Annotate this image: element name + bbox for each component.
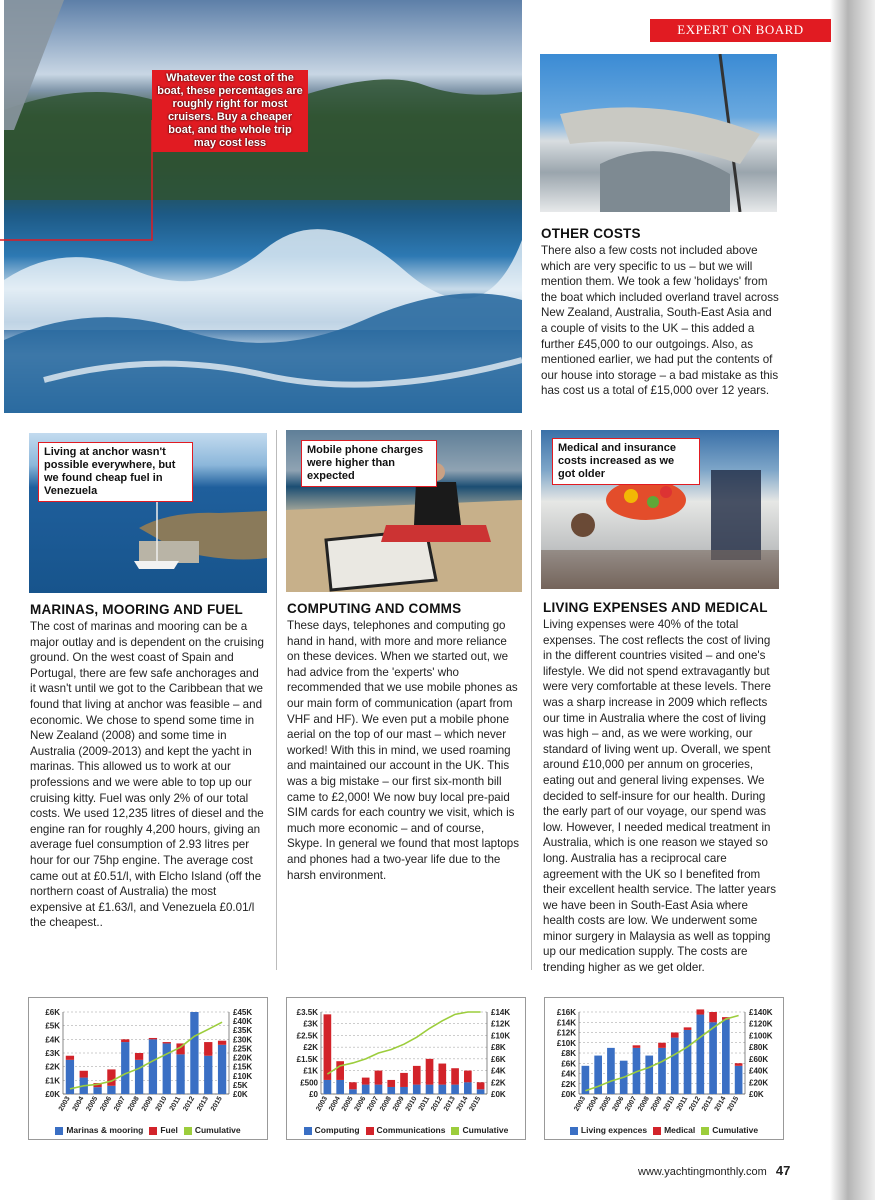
bar-computing	[426, 1085, 434, 1094]
bar-living-expences	[671, 1038, 679, 1094]
legend-item: Fuel	[149, 1125, 177, 1135]
y-tick-label: £1K	[303, 1066, 318, 1076]
x-tick-label: 2003	[57, 1095, 72, 1113]
boat-sketch	[540, 54, 777, 212]
y2-tick-label: £10K	[491, 1031, 511, 1041]
bar-computing	[375, 1085, 383, 1094]
x-tick-label: 2005	[340, 1095, 355, 1113]
y-tick-label: £5K	[45, 1021, 60, 1031]
bar-communications	[375, 1071, 383, 1085]
y-tick-label: £4K	[561, 1069, 576, 1079]
bar-living-expences	[658, 1048, 666, 1094]
y2-tick-label: £20K	[749, 1078, 769, 1088]
bar-marinas-mooring	[190, 1012, 198, 1094]
x-tick-label: 2012	[688, 1095, 703, 1113]
x-tick-label: 2003	[315, 1095, 330, 1113]
other-costs-photo	[540, 54, 777, 212]
bar-fuel	[163, 1042, 171, 1043]
bar-marinas-mooring	[176, 1054, 184, 1094]
y-tick-label: £3K	[45, 1049, 60, 1058]
y-tick-label: £16K	[556, 1008, 576, 1017]
y-tick-label: £0	[309, 1090, 318, 1099]
y2-tick-label: £0K	[749, 1090, 764, 1099]
bar-marinas-mooring	[204, 1056, 212, 1094]
bar-fuel	[121, 1039, 129, 1042]
section-tag: EXPERT ON BOARD	[650, 19, 831, 42]
y2-tick-label: £25K	[233, 1044, 253, 1054]
bar-marinas-mooring	[135, 1060, 143, 1094]
bar-computing	[387, 1087, 395, 1094]
y-tick-label: £1K	[45, 1076, 60, 1086]
bar-medical	[671, 1033, 679, 1038]
x-tick-label: 2013	[442, 1095, 457, 1113]
y-tick-label: £4K	[45, 1035, 60, 1045]
chart-computing-plot	[287, 998, 525, 1120]
bar-computing	[477, 1089, 485, 1094]
line-cumulative	[327, 1012, 480, 1074]
chart-living-plot	[545, 998, 783, 1120]
bar-communications	[464, 1071, 472, 1083]
y2-tick-label: £0K	[491, 1090, 506, 1099]
y-tick-label: £0K	[45, 1090, 60, 1099]
x-tick-label: 2011	[168, 1095, 183, 1113]
y-tick-label: £2K	[561, 1079, 576, 1089]
bar-living-expences	[722, 1020, 730, 1094]
y-tick-label: £10K	[556, 1038, 576, 1048]
y2-tick-label: £80K	[749, 1043, 769, 1053]
y2-tick-label: £0K	[233, 1090, 248, 1099]
caption-living: Medical and insurance costs increased as we got older	[552, 438, 700, 485]
bar-communications	[451, 1068, 459, 1084]
x-tick-label: 2008	[637, 1095, 651, 1113]
x-tick-label: 2004	[71, 1095, 86, 1113]
chart-marinas	[28, 997, 268, 1140]
bar-medical	[684, 1027, 692, 1030]
legend-item: Cumulative	[451, 1125, 508, 1135]
legend-item: Marinas & mooring	[55, 1125, 143, 1135]
y-tick-label: £0K	[561, 1090, 576, 1099]
x-tick-label: 2005	[598, 1095, 613, 1113]
x-tick-label: 2010	[404, 1095, 419, 1113]
chart-marinas-plot	[29, 998, 267, 1120]
chart-legend	[545, 1125, 783, 1135]
hero-caption: Whatever the cost of the boat, these percentages are roughly right for most cruisers. Buy a cheaper boat, and the whole trip may cost less	[152, 70, 308, 152]
x-tick-label: 2014	[713, 1095, 728, 1113]
bar-computing	[362, 1085, 370, 1094]
y2-tick-label: £60K	[749, 1054, 769, 1064]
bar-fuel	[107, 1069, 115, 1085]
page-number: 47	[775, 1163, 791, 1178]
column-divider	[531, 430, 532, 970]
bar-living-expences	[709, 1022, 717, 1094]
bar-living-expences	[696, 1015, 704, 1094]
chart-living	[544, 997, 784, 1140]
x-tick-label: 2013	[700, 1095, 715, 1113]
y2-tick-label: £35K	[233, 1026, 253, 1036]
legend-item: Medical	[653, 1125, 695, 1135]
bar-computing	[413, 1085, 421, 1094]
y2-tick-label: £120K	[749, 1019, 773, 1029]
bar-communications	[362, 1078, 370, 1085]
y2-tick-label: £4K	[491, 1066, 506, 1076]
column-divider	[276, 430, 277, 970]
y2-tick-label: £5K	[233, 1080, 248, 1090]
x-tick-label: 2009	[649, 1095, 664, 1113]
x-tick-label: 2007	[113, 1095, 127, 1113]
y-tick-label: £14K	[556, 1018, 576, 1028]
bar-communications	[387, 1080, 395, 1087]
bar-living-expences	[645, 1056, 653, 1094]
bar-marinas-mooring	[93, 1087, 101, 1094]
x-tick-label: 2005	[85, 1095, 100, 1113]
y-tick-label: £3K	[303, 1019, 318, 1029]
x-tick-label: 2007	[624, 1095, 639, 1113]
legend-item: Computing	[304, 1125, 360, 1135]
y2-tick-label: £20K	[233, 1053, 253, 1063]
bar-fuel	[80, 1071, 88, 1078]
bar-living-expences	[684, 1030, 692, 1094]
bar-marinas-mooring	[218, 1045, 226, 1094]
x-tick-label: 2003	[573, 1095, 588, 1113]
chart-legend	[287, 1125, 525, 1135]
y-tick-label: £2.5K	[296, 1031, 318, 1041]
x-tick-label: 2015	[468, 1095, 483, 1113]
y2-tick-label: £40K	[749, 1066, 769, 1076]
bar-communications	[438, 1064, 446, 1085]
page-edge	[830, 0, 875, 1200]
y2-tick-label: £15K	[233, 1062, 253, 1072]
y-tick-label: £2K	[45, 1062, 60, 1072]
x-tick-label: 2011	[675, 1095, 690, 1113]
bar-communications	[400, 1073, 408, 1087]
bar-computing	[464, 1082, 472, 1094]
legend-item: Cumulative	[184, 1125, 241, 1135]
bar-marinas-mooring	[149, 1039, 157, 1094]
bar-fuel	[204, 1042, 212, 1056]
y-tick-label: £3.5K	[296, 1008, 318, 1017]
caption-marinas: Living at anchor wasn't possible everywhere, but we found cheap fuel in Venezuela	[38, 442, 193, 502]
bar-living-expences	[735, 1066, 743, 1094]
bar-marinas-mooring	[107, 1086, 115, 1094]
y2-tick-label: £14K	[491, 1008, 511, 1017]
y2-tick-label: £140K	[749, 1008, 773, 1017]
bar-living-expences	[594, 1056, 602, 1094]
x-tick-label: 2006	[611, 1095, 626, 1113]
footer	[638, 1163, 790, 1178]
x-tick-label: 2012	[182, 1095, 197, 1113]
computing-heading: COMPUTING AND COMMS	[287, 601, 462, 616]
bar-medical	[696, 1009, 704, 1014]
chart-legend	[29, 1125, 267, 1135]
marinas-heading: MARINAS, MOORING AND FUEL	[30, 602, 243, 617]
y2-tick-label: £12K	[491, 1019, 511, 1029]
x-tick-label: 2010	[662, 1095, 677, 1113]
x-tick-label: 2007	[366, 1095, 381, 1113]
bar-computing	[324, 1080, 332, 1094]
y-tick-label: £500	[300, 1078, 318, 1088]
bar-medical	[735, 1063, 743, 1066]
y-tick-label: £12K	[556, 1028, 576, 1038]
x-tick-label: 2011	[417, 1095, 432, 1113]
marinas-text: The cost of marinas and mooring can be a major outlay and is dependent on the cruising ground. On the west coast of Spain and Portugal, there are few safe anchorages and it wasn't until we got to the Caribbean that we found that living at anchor was feasible – and economic. We chose to spend some time in New Zealand (2008) and some time in Australia (2009-2013) and kept the yacht in marinas. This allowed us to work at our professions and we were able to top up our cruising kitty. Fuel was only 2% of our total costs. We used 12,235 litres of diesel and the engine ran for roughly 4,200 hours, giving an average fuel consumption of 2.93 litres per hour for our 75hp engine. The average cost came out at £0.51/l, with Elcho Island (off the northern coast of Australia) the most expensive at £1.63/l, and Venezuela £0.01/l the cheapest..	[30, 620, 264, 930]
footer-url: www.yachtingmonthly.com	[638, 1166, 767, 1178]
legend-item: Cumulative	[701, 1125, 758, 1135]
bar-communications	[324, 1014, 332, 1080]
bar-marinas-mooring	[163, 1043, 171, 1094]
bar-communications	[349, 1082, 357, 1089]
y-tick-label: £1.5K	[296, 1054, 318, 1064]
y-tick-label: £2K	[303, 1043, 318, 1053]
bar-communications	[413, 1066, 421, 1085]
bar-computing	[336, 1080, 344, 1094]
bar-communications	[477, 1082, 485, 1089]
bar-living-expences	[607, 1048, 615, 1094]
y-tick-label: £8K	[561, 1049, 576, 1058]
x-tick-label: 2013	[196, 1095, 210, 1113]
other-costs-heading: OTHER COSTS	[541, 226, 641, 241]
x-tick-label: 2014	[455, 1095, 470, 1113]
x-tick-label: 2006	[99, 1095, 114, 1113]
bar-medical	[658, 1043, 666, 1048]
legend-item: Living expences	[570, 1125, 647, 1135]
y2-tick-label: £30K	[233, 1035, 253, 1045]
bar-medical	[709, 1012, 717, 1022]
bar-marinas-mooring	[121, 1042, 129, 1094]
bar-communications	[426, 1059, 434, 1085]
bar-fuel	[218, 1041, 226, 1045]
bar-computing	[349, 1089, 357, 1094]
computing-text: These days, telephones and computing go hand in hand, with more and more reliance on these devices. When we started out, we had advice from the 'experts' who recommended that we use mobile phones as our main form of communication (apart from VHF and HF). We even put a mobile phone aerial on the top of our mast – which never worked! With this in mind, we used roaming and maintained our account in the UK. This was a big mistake – our first six-month bill came to £2,000! We now buy local pre-paid SIM cards for each country we visit, which is much more economic – and of course, Skype. In general we found that most laptops and phones had a two-year life due to the harsh environment.	[287, 619, 520, 882]
hero-caption-pointer	[0, 70, 160, 250]
x-tick-label: 2015	[726, 1095, 741, 1113]
bar-fuel	[66, 1056, 74, 1060]
y-tick-label: £6K	[45, 1008, 60, 1017]
x-tick-label: 2004	[328, 1095, 342, 1113]
bar-communications	[336, 1061, 344, 1080]
y2-tick-label: £8K	[491, 1043, 506, 1053]
bar-fuel	[135, 1053, 143, 1060]
caption-computing: Mobile phone charges were higher than expected	[301, 440, 437, 487]
x-tick-label: 2010	[154, 1095, 169, 1113]
line-cumulative	[70, 1022, 222, 1089]
x-tick-label: 2009	[391, 1095, 406, 1113]
x-tick-label: 2015	[209, 1095, 224, 1113]
x-tick-label: 2004	[586, 1095, 600, 1113]
living-heading: LIVING EXPENSES AND MEDICAL	[543, 600, 768, 615]
x-tick-label: 2008	[379, 1095, 393, 1113]
bar-fuel	[149, 1038, 157, 1039]
y2-tick-label: £10K	[233, 1071, 253, 1081]
y2-tick-label: £6K	[491, 1054, 506, 1064]
living-text: Living expenses were 40% of the total expenses. The cost reflects the cost of living in the different countries visited – and one's lifestyle. We did not spend extravagantly but were very comfortable at these levels. There was a sharp increase in 2009 which reflects our time in Australia where the cost of living was high – and, as we were working, our standard of living went up. Overall, we spent around £10,000 per annum on groceries, eating out and general living expenses. We decided to self-insure for our health. During the early part of our voyage, our spend was low. However, I needed medical treatment in Australia, which is one reason we stayed so long. Australia has a reciprocal care agreement with the UK so I benefited from their excellent health service. The latter years we have been in South-East Asia where health costs are low. We underwent some minor surgery in Malaysia as well as topping up our medication supply. The costs are trending higher as we get older.	[543, 618, 777, 975]
x-tick-label: 2012	[430, 1095, 445, 1113]
x-tick-label: 2006	[353, 1095, 368, 1113]
bar-computing	[400, 1087, 408, 1094]
bar-computing	[438, 1085, 446, 1094]
x-tick-label: 2008	[126, 1095, 141, 1113]
y2-tick-label: £45K	[233, 1008, 253, 1017]
bar-computing	[451, 1085, 459, 1094]
legend-item: Communications	[366, 1125, 446, 1135]
other-costs-text: There also a few costs not included above which are very specific to us – but we will mention them. We took a few 'holidays' from the boat which included overland travel across New Zealand, Australia, South-East Asia and a couple of visits to the UK – this added a further £45,000 to our outgoings. Also, as mentioned earlier, we had put the contents of our house into storage – a bad mistake as this has cost us a total of £15,000 over 12 years.	[541, 244, 779, 398]
x-tick-label: 2009	[140, 1095, 155, 1113]
y2-tick-label: £2K	[491, 1078, 506, 1088]
chart-computing	[286, 997, 526, 1140]
y-tick-label: £6K	[561, 1059, 576, 1069]
y2-tick-label: £100K	[749, 1031, 773, 1041]
y2-tick-label: £40K	[233, 1017, 253, 1027]
bar-medical	[633, 1045, 641, 1048]
